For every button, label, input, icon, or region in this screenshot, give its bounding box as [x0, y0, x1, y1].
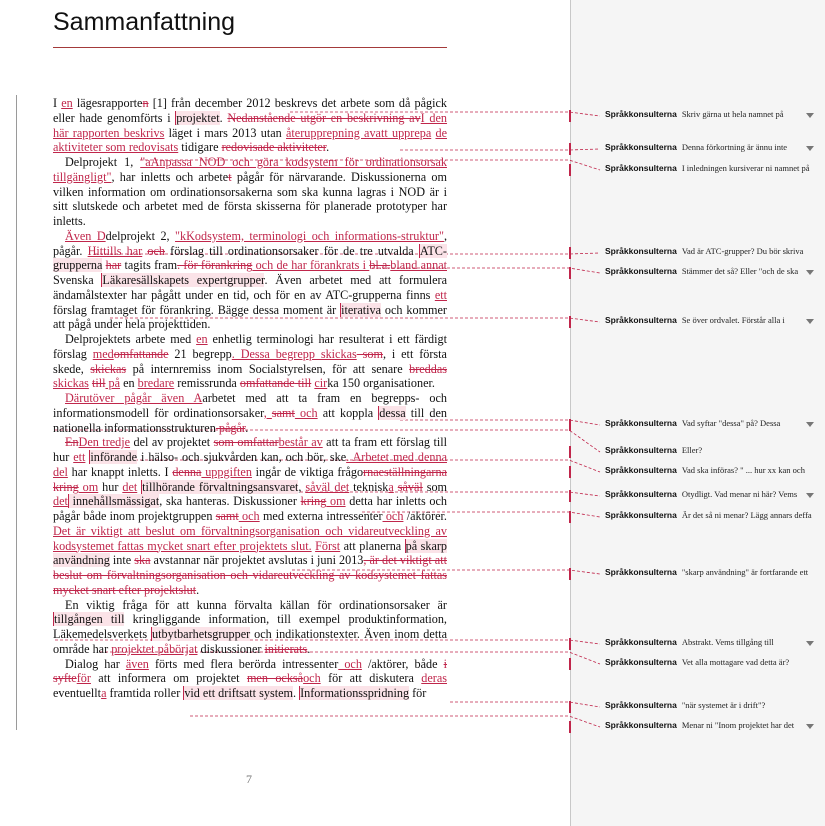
deletion: omfattande [113, 346, 169, 361]
insertion: och [382, 509, 404, 523]
text-run: förts med flera berörda intressenter [148, 656, 339, 671]
text-run: hur [98, 479, 123, 494]
text-run: . [196, 582, 200, 597]
text-run: på internremiss inom Socialstyrelsen, för att senare [126, 361, 410, 376]
commented-text: projektet [176, 110, 220, 125]
text-run: förslag till ordinationsorsaker för de tre utvalda [164, 243, 419, 258]
comment-connector-bar [569, 316, 571, 328]
insertion: med [92, 346, 114, 361]
comment-options-chevron-icon[interactable] [806, 270, 814, 275]
text-run: /aktörer. [403, 509, 447, 523]
text-run: förslag framtaget för förankring. Bägge dessa moment är [53, 302, 341, 317]
comment-author: Språkkonsulterna [605, 266, 677, 276]
text-run: I [53, 96, 62, 110]
text-run: . [219, 110, 228, 125]
comment-balloon[interactable] [605, 567, 815, 581]
comment-connector-bar [569, 446, 571, 458]
comment-balloon[interactable] [605, 720, 815, 734]
comment-author: Språkkonsulterna [605, 637, 677, 647]
deletion: n [142, 96, 149, 110]
text-run: diskussioner [197, 641, 265, 656]
comment-text: Denna förkortning är ännu inte [681, 142, 788, 152]
commented-text: Informationsspridning [300, 686, 410, 700]
text-run: , [298, 479, 306, 494]
insertion: om [78, 479, 99, 494]
text-run: /aktörer, både [361, 656, 444, 671]
text-run: och kommer att pågå under hela projekttiden. [53, 302, 447, 332]
text-run: kringliggande information, till exempel produktinformation, Läkemedelsverkets [53, 612, 447, 641]
deletion: samt [215, 509, 239, 523]
comment-balloon[interactable] [605, 266, 815, 280]
comment-text: Otydligt. Vad menar ni här? Vems [681, 489, 798, 499]
deletion: denna [172, 464, 202, 479]
comment-author: Språkkonsulterna [605, 142, 677, 152]
text-run: eventuellt [53, 686, 102, 700]
comment-text: Är det så ni menar? Lägg annars deffa [681, 510, 812, 520]
comment-balloon[interactable] [605, 246, 815, 260]
text-run: framtida roller [106, 686, 184, 700]
text-run: för att diskutera [320, 671, 422, 686]
paragraph [53, 332, 447, 391]
deletion: bl.a. [369, 258, 391, 273]
text-run: som [422, 479, 448, 494]
comment-text: Stämmer det så? Eller "och de ska [681, 266, 799, 276]
insertion: deras [421, 671, 447, 686]
text-run: har knappt inletts. I [67, 464, 173, 479]
text-run: , ska hanteras. Diskussioner [159, 494, 301, 509]
deletion: rnaeställningarna [363, 464, 447, 479]
insertion: en [61, 96, 73, 110]
comment-connector-bar [569, 658, 571, 670]
deletion: som [356, 346, 383, 361]
text-run: , har inletts och arbete [111, 169, 229, 184]
paragraph [53, 391, 447, 435]
comment-connector-bar [569, 638, 571, 650]
comment-connector-bar [569, 267, 571, 279]
comment-connector-bar [569, 143, 571, 155]
insertion: Hittills har [87, 243, 143, 258]
deletion: t [228, 169, 232, 184]
insertion: det [53, 494, 68, 509]
deletion: till [294, 376, 312, 391]
insertion: en [196, 332, 208, 346]
comment-author: Språkkonsulterna [605, 109, 677, 119]
insertion: I den här rapporten beskrivs [53, 110, 448, 140]
text-run: inte [109, 553, 135, 568]
comment-balloon[interactable] [605, 109, 815, 123]
comment-text: Menar ni "Inom projektet har det [681, 720, 795, 730]
comment-text: "skarp användning" är fortfarande ett [681, 567, 809, 577]
comment-balloon[interactable] [605, 637, 815, 651]
comment-author: Språkkonsulterna [605, 418, 677, 428]
deletion: En [65, 435, 79, 450]
deletion: såväl [397, 479, 423, 494]
text-run: , i ett första skede, [53, 346, 447, 376]
comment-author: Språkkonsulterna [605, 657, 677, 667]
insertion: de aktiviteter som redovisats [53, 125, 447, 155]
text-run: pågår för närvarande. Diskussionerna om vilken information om ordinationsorsakerna som ska kunna lagras i NOD är i sitt slutskede och arbetet med de första skisserna för planerade prototyper har inletts. [53, 169, 447, 228]
comment-options-chevron-icon[interactable] [806, 641, 814, 646]
text-run: 21 begrepp [168, 346, 232, 361]
comment-text: I inledningen kursiverar ni namnet på [681, 163, 810, 173]
comment-connector-bar [569, 701, 571, 713]
text-run: för [409, 686, 427, 700]
deletion: . för förankring [177, 258, 253, 273]
comment-options-chevron-icon[interactable] [806, 493, 814, 498]
deletion: , är det viktigt att beslut om förvaltningsorganisation och vidareutveckling av kodsystemet fattas mycket snart efter projektslut [53, 553, 447, 597]
paragraph [53, 96, 447, 155]
insertion: bredare [137, 376, 175, 391]
text-run: Svenska [53, 273, 102, 287]
insertion: cir [314, 376, 328, 391]
comment-text: Abstrakt. Vems tillgång till [681, 637, 774, 647]
comment-leader-line [450, 702, 600, 707]
insertion: Den tredje [78, 435, 131, 450]
deletion: pågår [215, 420, 246, 435]
commented-text: tillhörande förvaltningsansvaret [142, 479, 299, 494]
commented-text: iterativa [341, 302, 382, 317]
text-run: lägesrapporte [72, 96, 143, 110]
commented-text: tillgången till [54, 612, 125, 627]
text-run: tidigare [178, 140, 222, 155]
comment-connector-bar [569, 247, 571, 259]
text-run: . Även arbetet med att formulera ändamålstexter har pågått under en tid, och för en av ATC-grupperna finns [53, 273, 447, 302]
deletion: ska [134, 553, 151, 568]
text-run: . [245, 420, 249, 435]
paragraph [53, 435, 447, 597]
comment-balloon[interactable] [605, 418, 815, 432]
deletion: initierats [264, 641, 308, 656]
insertion: Därutöver pågår även A [65, 391, 203, 405]
paragraph [53, 598, 447, 657]
heading-rule [53, 47, 447, 48]
comment-text: Skriv gärna ut hela namnet på [681, 109, 784, 119]
comment-text: Vad syftar "dessa" på? Dessa [681, 418, 781, 428]
comment-author: Språkkonsulterna [605, 465, 677, 475]
comment-connector-bar [569, 466, 571, 478]
text-run: teknisk [349, 479, 389, 494]
commented-text: vid ett driftsatt system [184, 686, 293, 700]
comment-balloon[interactable] [605, 510, 815, 524]
insertion: "kKodsystem, terminologi och informations-struktur" [175, 228, 444, 243]
comment-balloon[interactable] [605, 489, 815, 503]
comment-author: Språkkonsulterna [605, 445, 677, 455]
insertion: , [263, 405, 272, 420]
text-run: . [307, 641, 311, 656]
deletion: i syfte [53, 656, 447, 686]
comment-text: Vad är ATC-grupper? Du bör skriva [681, 246, 804, 256]
text-run: En viktig fråga för att kunna förvalta källan för ordinationsorsaker är [65, 597, 447, 612]
deletion: samt [271, 405, 295, 420]
text-run: och indikationstexter. Även inom detta område har [53, 627, 447, 656]
comment-author: Språkkonsulterna [605, 720, 677, 730]
deletion: men också [246, 671, 304, 686]
text-run: [1] från december 2012 beskrevs det arbete som då pågick eller hade genomförts i [53, 96, 447, 125]
comment-balloon[interactable] [605, 315, 815, 329]
commented-text: införande [90, 450, 138, 464]
text-run: . [292, 686, 300, 700]
text-run: tagits fram [121, 258, 178, 273]
text-run: en [120, 376, 138, 391]
commented-text: dessa [379, 405, 406, 420]
commented-text: Läkaresällskapets expertgrupper [102, 273, 265, 287]
comment-balloon[interactable] [605, 657, 815, 671]
insertion: projektet påbörjat [111, 641, 198, 656]
insertion: även [125, 656, 149, 671]
paragraph [53, 229, 447, 332]
comment-leader-line [190, 716, 600, 727]
insertion: bland annat [390, 258, 447, 273]
text-run: del av projektet [130, 435, 214, 450]
insertion: såväl det [305, 479, 350, 494]
insertion: och [338, 656, 362, 671]
comment-balloon[interactable] [605, 465, 815, 479]
text-run: . [326, 140, 330, 155]
comment-text: Eller? [681, 445, 703, 455]
insertion: om [326, 494, 346, 509]
deletion: som omfattar [213, 435, 279, 450]
insertion: Även D [65, 228, 106, 243]
commented-text: innehållsmässigat [68, 494, 160, 509]
comment-text: Se över ordvalet. Förstår alla i [681, 315, 785, 325]
insertion: och [294, 405, 318, 420]
deletion: Nedanstående utgör en beskrivning av [227, 110, 421, 125]
text-run: Delprojekt 1, [65, 155, 141, 169]
text-run: , pågår. [53, 228, 447, 258]
insertion: a [101, 686, 107, 700]
commented-text: ATC-grupperna [53, 243, 447, 273]
comment-connector-bar [569, 164, 571, 176]
deletion: kring [300, 494, 327, 509]
document-body[interactable] [53, 96, 447, 701]
comment-connector-bar [569, 110, 571, 122]
insertion: på [105, 376, 121, 391]
text-run: ka 150 organisationer. [327, 376, 435, 391]
text-run: att koppla [317, 405, 379, 420]
comment-connector-bar [569, 721, 571, 733]
commented-text: utbytbarhetsgrupper [152, 627, 251, 641]
text-run: Dialog har [65, 656, 126, 671]
comment-author: Språkkonsulterna [605, 510, 677, 520]
comment-options-chevron-icon[interactable] [806, 724, 814, 729]
insertion: det [122, 479, 138, 494]
insertion: . Arbetet med denna del [53, 450, 447, 479]
comment-author: Språkkonsulterna [605, 246, 677, 256]
comment-author: Språkkonsulterna [605, 163, 677, 173]
comment-balloon[interactable] [605, 445, 815, 459]
text-run: ingår de viktiga frågo [251, 464, 364, 479]
text-run: i hälso- och sjukvården kan, och bör, ske [137, 450, 347, 464]
paragraph [53, 155, 447, 229]
comment-connector-bar [569, 419, 571, 431]
comment-options-chevron-icon[interactable] [806, 113, 814, 118]
comment-author: Språkkonsulterna [605, 567, 677, 577]
text-run: enhetlig terminologi har resulterat i ett färdigt förslag [53, 332, 447, 361]
deletion: breddas [409, 361, 448, 376]
insertion: uppgiften [201, 464, 252, 479]
deletion: omfattande [239, 376, 295, 391]
insertion: och [303, 671, 321, 686]
text-run: att ta fram ett förslag till hur [53, 435, 447, 464]
comment-options-chevron-icon[interactable] [806, 146, 814, 151]
comment-text: Vad ska införas? " ... hur xx kan och [681, 465, 805, 475]
insertion: ett [434, 287, 447, 302]
insertion: skickas [53, 376, 89, 391]
text-run: läget i mars 2013 utan [164, 125, 287, 140]
insertion: a [388, 479, 394, 494]
text-run: att planerna [340, 538, 405, 553]
text-run: att informera om projektet [90, 671, 247, 686]
comment-text: "när systemet är i drift"? [681, 700, 766, 710]
text-run: avstannar när projektet avslutas i juni 2013 [150, 553, 364, 568]
deletion: skickas [90, 361, 127, 376]
insertion: Det är viktigt att beslut om förvaltningsorganisation och vidareutveckling av kodsystemet fattas mycket snart efter projektets slut. [53, 523, 447, 553]
deletion: har [105, 258, 122, 273]
text-run: detta har inletts och pågår både inom projektgruppen [53, 494, 447, 523]
insertion: Först [315, 538, 341, 553]
insertion: och [238, 509, 260, 523]
comment-connector-bar [569, 490, 571, 502]
comment-balloon[interactable] [605, 163, 815, 177]
comment-balloon[interactable] [605, 142, 815, 156]
insertion: och de har förankrats i [252, 258, 370, 273]
insertion: återupprepning avatt upprepa [286, 125, 432, 140]
comment-author: Språkkonsulterna [605, 315, 677, 325]
deletion: och [147, 243, 165, 258]
comment-text: Vet alla mottagare vad detta är? [681, 657, 790, 667]
deletion: redovisade aktiviteter [221, 140, 327, 155]
commented-text: på skarp användning [53, 538, 448, 568]
text-run: delprojekt 2, [105, 228, 176, 243]
paragraph [53, 657, 447, 701]
comment-author: Språkkonsulterna [605, 489, 677, 499]
text-run: till den nationella informationsstrukturen [53, 405, 447, 435]
text-run: arbetet med att ta fram en begrepps- och informationsmodell för ordinationsorsaker [53, 391, 447, 420]
text-run: med externa intressenter [259, 509, 383, 523]
insertion: "aAnpassa NOD och göra kodsystem för ordinationsorsak tillgängligt" [53, 155, 447, 184]
insertion: består av [278, 435, 323, 450]
comment-balloon[interactable] [605, 700, 815, 714]
page-number: 7 [246, 772, 252, 786]
text-run: remissrunda [174, 376, 240, 391]
comment-connector-bar [569, 511, 571, 523]
text-run: Delprojektets arbete med [65, 332, 197, 346]
deletion: kring [53, 479, 79, 494]
deletion: till [91, 376, 106, 391]
insertion: . Dessa begrepp skickas [231, 346, 357, 361]
comment-author: Språkkonsulterna [605, 700, 677, 710]
comment-options-chevron-icon[interactable] [806, 422, 814, 427]
insertion: ett [73, 450, 86, 464]
page-heading: Sammanfattning [53, 8, 236, 36]
comment-connector-bar [569, 568, 571, 580]
insertion: för [76, 671, 91, 686]
comment-options-chevron-icon[interactable] [806, 319, 814, 324]
